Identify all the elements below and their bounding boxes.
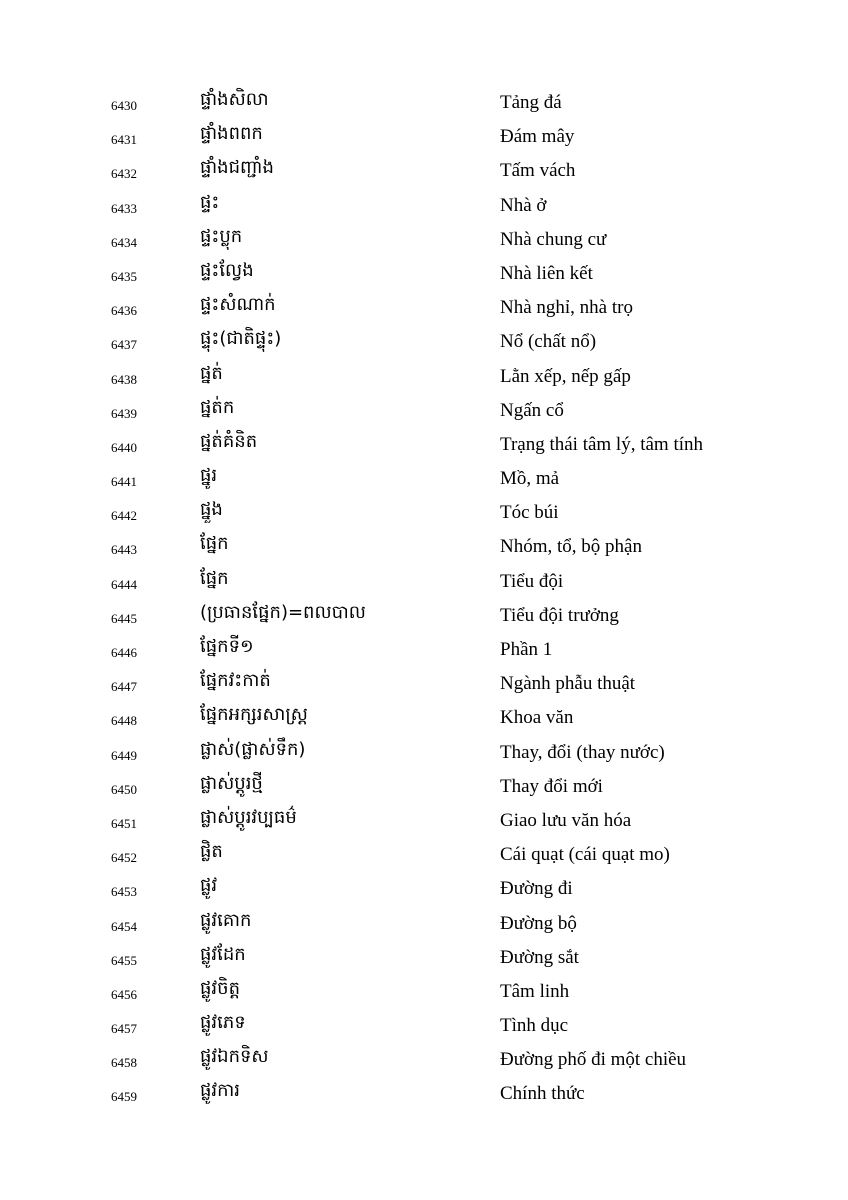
dictionary-entry — [0, 975, 848, 1009]
dictionary-entry — [0, 1043, 848, 1077]
dictionary-entry — [0, 189, 848, 223]
vietnamese-translation: Nổ (chất nổ) — [500, 331, 597, 353]
dictionary-entry — [0, 941, 848, 975]
khmer-term: ផ្ទះ — [200, 191, 220, 213]
entry-number: 6454 — [111, 918, 137, 934]
dictionary-entry — [0, 257, 848, 291]
khmer-term: ផ្លាស់ប្តូរវប្បធម៌ — [200, 806, 297, 828]
khmer-term: ផ្ទាំងសិលា — [200, 89, 269, 110]
dictionary-entry — [0, 223, 848, 257]
khmer-term: ផ្នត់ — [200, 362, 223, 384]
khmer-term: ផ្នត់ក — [200, 396, 235, 418]
khmer-term: ផ្នួង — [200, 499, 223, 521]
vietnamese-translation: Tấm vách — [500, 160, 576, 182]
entry-number: 6430 — [111, 98, 137, 113]
vietnamese-translation: Đường đi — [500, 878, 573, 900]
entry-number: 6443 — [111, 542, 137, 558]
vietnamese-translation: Đường sắt — [500, 946, 579, 968]
dictionary-entry — [0, 907, 848, 941]
vietnamese-translation: Chính thức — [500, 1083, 585, 1105]
vietnamese-translation: Tiểu đội trưởng — [500, 604, 619, 626]
dictionary-entry — [0, 360, 848, 394]
vietnamese-translation: Thay, đổi (thay nước) — [500, 741, 665, 763]
khmer-term: ផ្នូរ — [200, 465, 218, 487]
entry-number: 6436 — [111, 303, 137, 319]
dictionary-entry — [0, 394, 848, 428]
khmer-term: ផ្នត់គំនិត — [200, 430, 258, 452]
dictionary-entry — [0, 667, 848, 701]
khmer-term: ផ្ទះសំណាក់ — [200, 294, 276, 316]
vietnamese-translation: Ngành phẫu thuật — [500, 673, 636, 695]
dictionary-entry — [0, 86, 848, 120]
vietnamese-translation: Thay đổi mới — [500, 775, 603, 797]
vietnamese-translation: Nhà liên kết — [500, 262, 593, 284]
vietnamese-translation: Giao lưu văn hóa — [500, 809, 632, 831]
khmer-term: ផ្លូវភេទ — [200, 1012, 246, 1034]
dictionary-entry — [0, 804, 848, 838]
dictionary-entry — [0, 496, 848, 530]
khmer-term: ផ្លូវចិត្ត — [200, 977, 240, 999]
dictionary-entry — [0, 701, 848, 735]
entry-number: 6450 — [111, 781, 137, 797]
entry-number: 6448 — [111, 713, 137, 729]
vietnamese-translation: Tình dục — [500, 1015, 569, 1037]
dictionary-entry — [0, 530, 848, 564]
khmer-term: ផ្នែក — [200, 567, 229, 589]
vietnamese-translation: Mồ, mả — [500, 468, 560, 490]
khmer-term: ផ្ទាំងពពក — [200, 123, 263, 145]
dictionary-entry — [0, 565, 848, 599]
entry-number: 6440 — [111, 439, 137, 455]
entry-number: 6441 — [111, 474, 137, 490]
khmer-term: ផ្នែកវះកាត់ — [200, 670, 271, 692]
entry-number: 6432 — [111, 166, 137, 182]
dictionary-entry — [0, 1077, 848, 1111]
khmer-term: ផ្លាស់(ផ្លាស់ទឹក) — [200, 738, 306, 760]
khmer-term: ផ្លូវការ — [200, 1080, 240, 1102]
vietnamese-translation: Nhóm, tổ, bộ phận — [500, 536, 642, 558]
khmer-term: ផ្ទះល្វែង — [200, 259, 254, 281]
khmer-term: ផ្លូវគោក — [200, 909, 252, 931]
entry-number: 6445 — [111, 610, 137, 626]
entry-number: 6431 — [111, 132, 137, 148]
vietnamese-translation: Đường bộ — [500, 912, 577, 934]
khmer-term: ផ្នែកទី១ — [200, 636, 254, 657]
khmer-term: ផ្លូវ — [200, 875, 218, 897]
vietnamese-translation: Lằn xếp, nếp gấp — [500, 365, 631, 387]
entry-number: 6457 — [111, 1021, 137, 1037]
vietnamese-translation: Nhà chung cư — [500, 228, 607, 250]
entry-number: 6456 — [111, 986, 137, 1002]
dictionary-entry — [0, 872, 848, 906]
vietnamese-translation: Đám mây — [500, 126, 575, 148]
dictionary-entry — [0, 838, 848, 872]
entry-number: 6438 — [111, 371, 137, 387]
entry-number: 6447 — [111, 679, 137, 695]
entry-number: 6452 — [111, 850, 137, 866]
dictionary-entry — [0, 428, 848, 462]
khmer-term: ផ្លាស់ប្តូរថ្មី — [200, 772, 263, 794]
entry-number: 6449 — [111, 747, 137, 763]
vietnamese-translation: Cái quạt (cái quạt mo) — [500, 844, 670, 866]
dictionary-entry — [0, 325, 848, 359]
vietnamese-translation: Tiểu đội — [500, 570, 564, 592]
entry-number: 6458 — [111, 1055, 137, 1071]
dictionary-entry — [0, 633, 848, 667]
entry-number: 6455 — [111, 952, 137, 968]
dictionary-entry — [0, 1009, 848, 1043]
khmer-term: ផ្លូវដែក — [200, 943, 246, 965]
entry-number: 6444 — [111, 576, 137, 592]
vietnamese-translation: Tảng đá — [500, 92, 562, 113]
vietnamese-translation: Nhà nghỉ, nhà trọ — [500, 297, 633, 319]
entry-number: 6433 — [111, 200, 137, 216]
khmer-term: ផ្នែក — [200, 533, 229, 555]
vietnamese-translation: Trạng thái tâm lý, tâm tính — [500, 433, 704, 455]
vietnamese-translation: Khoa văn — [500, 707, 574, 729]
khmer-term: ផ្ទះប្លុក — [200, 225, 243, 247]
entry-number: 6446 — [111, 645, 137, 660]
entry-number: 6437 — [111, 337, 137, 353]
dictionary-entry — [0, 154, 848, 188]
dictionary-entry — [0, 120, 848, 154]
dictionary-entry — [0, 291, 848, 325]
vietnamese-translation: Ngấn cổ — [500, 399, 564, 421]
vietnamese-translation: Phần 1 — [500, 639, 553, 660]
vietnamese-translation: Tâm linh — [500, 980, 570, 1002]
khmer-term: ផ្លិត — [200, 841, 223, 863]
entry-number: 6435 — [111, 268, 137, 284]
entry-number: 6459 — [111, 1089, 137, 1105]
khmer-term: ផ្ទុះ(ជាតិផ្ទុះ) — [200, 328, 282, 350]
entry-number: 6442 — [111, 508, 137, 524]
entry-number: 6434 — [111, 234, 137, 250]
entry-number: 6439 — [111, 405, 137, 421]
dictionary-entry — [0, 736, 848, 770]
khmer-term: ផ្ទាំងជញ្ជាំង — [200, 157, 274, 179]
dictionary-entry — [0, 599, 848, 633]
entry-number: 6451 — [111, 815, 137, 831]
entry-list — [0, 86, 848, 1112]
khmer-term: (ប្រធានផ្នែក)=ពលបាល — [200, 601, 366, 623]
entry-number: 6453 — [111, 884, 137, 900]
vietnamese-translation: Nhà ở — [500, 194, 547, 216]
dictionary-entry — [0, 770, 848, 804]
khmer-term: ផ្លូវឯកទិស — [200, 1046, 269, 1068]
vietnamese-translation: Đường phố đi một chiều — [500, 1049, 687, 1071]
vietnamese-translation: Tóc búi — [500, 502, 559, 524]
dictionary-entry — [0, 462, 848, 496]
khmer-term: ផ្នែកអក្សរសាស្ត្រ — [200, 704, 308, 726]
